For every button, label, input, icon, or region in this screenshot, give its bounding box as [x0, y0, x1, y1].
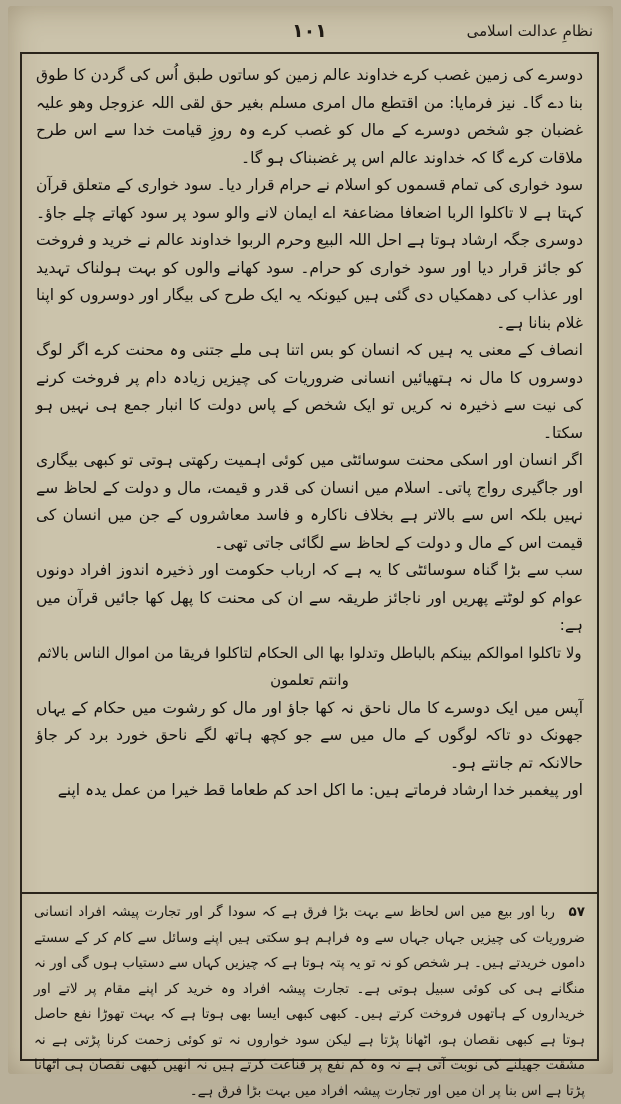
footnote	[34, 900, 585, 1099]
page-header	[22, 18, 599, 48]
book-page	[8, 6, 613, 1099]
paragraph: سب سے بڑا گناہ سوسائٹی کا یہ ہے کہ ارباب حکومت اور ذخیرہ اندوز افراد دونوں عوام کو لوٹتے پھریں اور ناجائز طریقہ سے ان کی محنت کا پھل کھا جائیں قرآن میں ہے:	[36, 561, 583, 634]
footnote-marker: ۵۷	[568, 904, 585, 920]
paragraph: سود خواری کی تمام قسموں کو اسلام نے حرام قرار دیا۔ سود خواری کے متعلق قرآن کہتا ہے لا تاکلوا الربا اضعافا مضاعفۃ اے ایمان لانے والو سود پر سود کھاتے چلے جاؤ۔ دوسری جگہ ارشاد ہوتا ہے احل اللہ البیع وحرم الربوا خداوند عالم نے خرید و فروخت کو جائز قرار دیا اور سود خواری کو حرام۔ سود کھانے والوں کو بہت ہولناک تہدید اور عذاب کی دھمکیاں دی گئی ہیں کیونکہ یہ ایک طرح کی بیگار اور دوسروں کو اپنا غلام بنانا ہے۔	[36, 176, 583, 332]
paragraph: آپس میں ایک دوسرے کا مال ناحق نہ کھا جاؤ اور مال کو رشوت میں حکام کے یہاں جھونک دو تاکہ لوگوں کے مال میں سے جو کچھ ہاتھ لگے ناحق خورد برد کر جاؤ حالانکہ تم جانتے ہو۔	[36, 698, 583, 772]
paragraph: انصاف کے معنی یہ ہیں کہ انسان کو بس اتنا ہی ملے جتنی وہ محنت کرے اگر لوگ دوسروں کا مال نہ ہتھیائیں انسانی ضروریات کی چیزیں زیادہ دام پر فروخت کرنے کی نیت سے ذخیرہ نہ کریں تو ایک شخص کے پاس دولت کا انبار جمع ہی نہیں ہو سکتا۔	[36, 341, 583, 442]
paragraph: اور پیغمبر خدا ارشاد فرماتے ہیں: ما اکل احد کم طعاما قط خیرا من عمل یدہ اپنے	[57, 781, 583, 799]
quran-verse: ولا تاکلوا اموالکم بینکم بالباطل وتدلوا بھا الی الحکام لتاکلوا فریقا من اموال الناس بالاثم وانتم تعلمون	[37, 643, 582, 689]
paragraph: دوسرے کی زمین غصب کرے خداوند عالم زمین کو ساتوں طبق اُس کی گردن کا طوق بنا دے گا۔ نیز فرمایا: من اقتطع مال امری مسلم بغیر حق لقی اللہ عزوجل وھو علیہ غضبان جو شخص دوسرے کے مال کو غصب کرے وہ روزِ قیامت خدا سے اس طرح ملاقات کرے گا کہ خداوند عالم اس پر غضبناک ہو گا۔	[36, 66, 583, 167]
footnote-text: ربا اور بیع میں اس لحاظ سے بہت بڑا فرق ہے کہ سودا گر اور تجارت پیشہ افراد انسانی ضروریات کی چیزیں جہاں جہاں سے وہ فراہم ہو سکتی ہیں اپنے وسائل سے کام کر کے سستے داموں خریدتے ہیں۔ ہر شخص کو نہ تو یہ پتہ ہوتا ہے کہ چیزیں کہاں سے دستیاب ہوں گی اور نہ منگانے ہی کی کوئی سبیل ہوتی ہے۔ تجارت پیشہ افراد وہ خرید کر اپنے مقام پر لاتے اور خریداروں کے ہاتھوں فروخت کرتے ہیں۔ کبھی کبھی ایسا بھی ہوتا ہے کہ بہت تھوڑا نفع حاصل ہوتا ہے کبھی نقصان ہو، اٹھانا پڑتا ہے لیکن سود خواروں نہ تو کوئی زحمت کرنا پڑتی ہے نہ مشقت جھیلنے کی نوبت آتی ہے نہ وہ کم نفع پر قناعت کرتے ہیں نہ انھیں کبھی نقصان ہی اٹھانا پڑتا ہے اس بنا پر ان میں اور تجارت پیشہ افراد میں بہت بڑا فرق ہے۔	[34, 904, 585, 1099]
footnote-divider	[22, 892, 597, 894]
paragraph: اگر انسان اور اسکی محنت سوسائٹی میں کوئی اہمیت رکھتی ہوتی تو کبھی بیگاری اور جاگیری رواج پاتی۔ اسلام میں انسان کی قدر و قیمت، مال و دولت کے لحاظ سے نہیں بلکہ اس سے بالاتر ہے بخلاف ناکارہ و فاسد معاشروں کے جن میں انسان کی قیمت اس کے مال و دولت کے لحاظ سے لگائی جاتی تھی۔	[36, 451, 583, 552]
main-text	[36, 62, 583, 884]
running-title: نظامِ عدالت اسلامی	[466, 22, 593, 40]
text-frame	[20, 52, 599, 1099]
page-number: ۱۰۱	[292, 20, 327, 42]
